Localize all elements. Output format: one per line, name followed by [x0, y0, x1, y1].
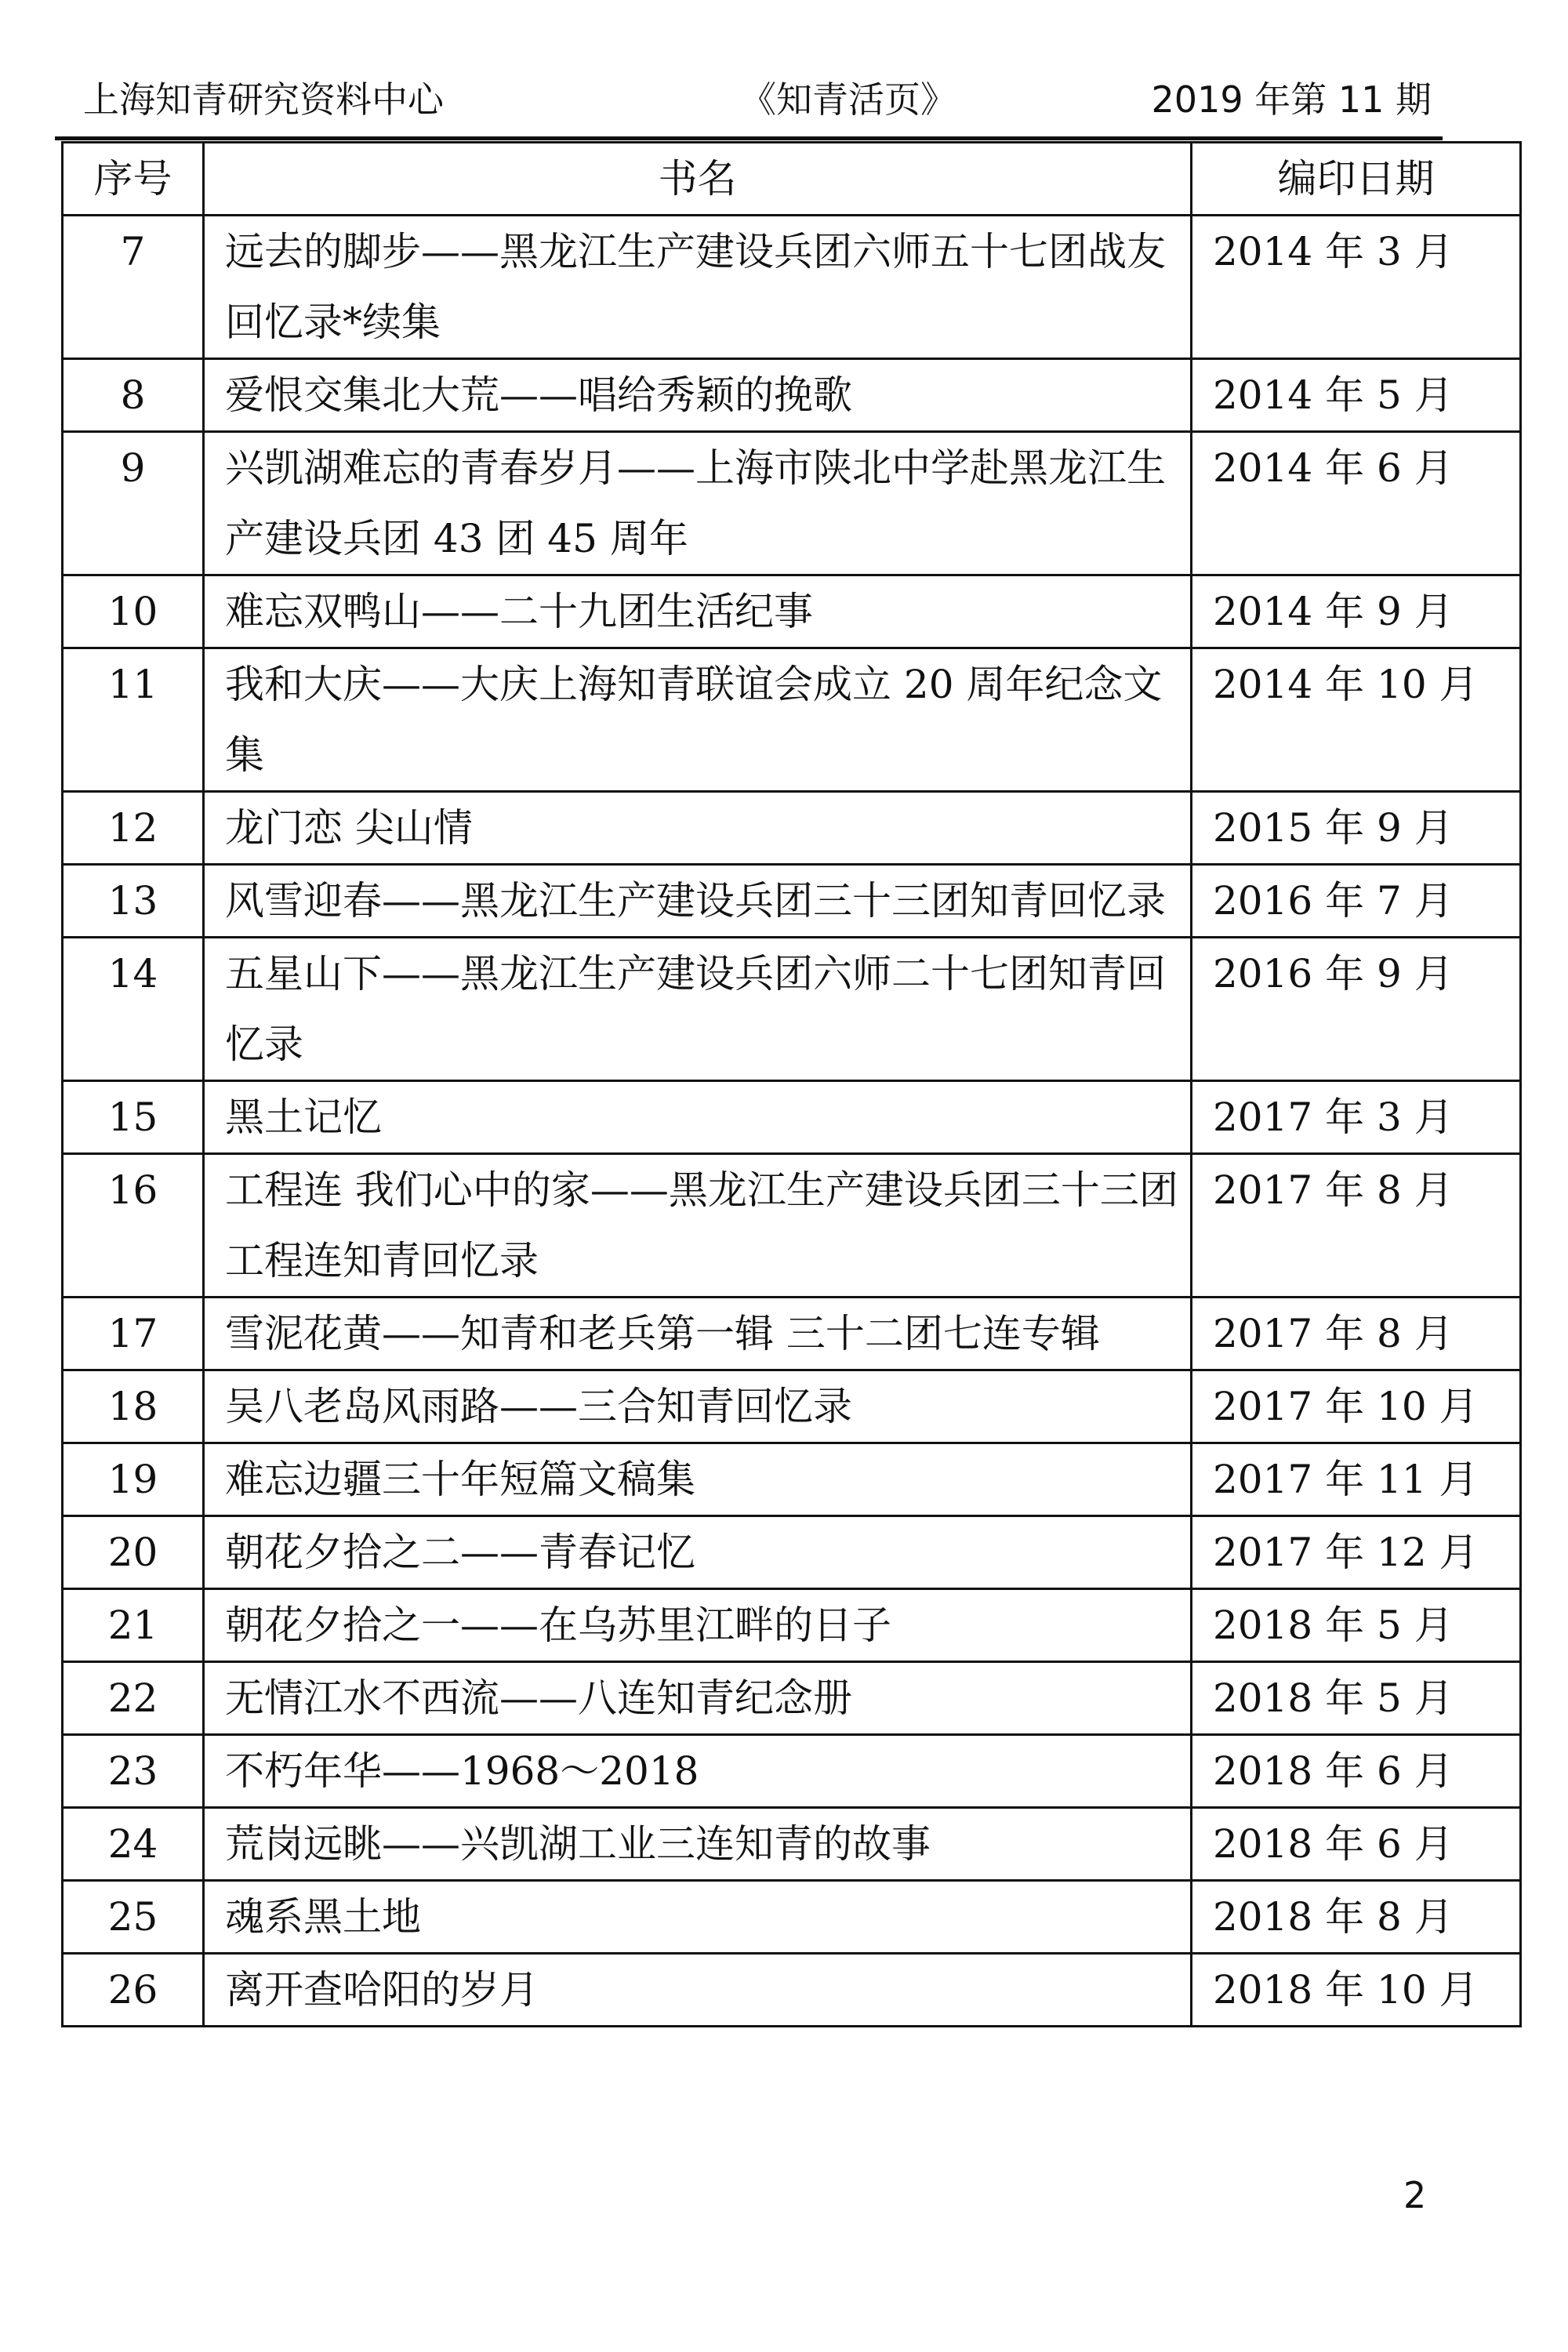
table-row — [63, 648, 1521, 792]
table-row — [63, 1081, 1521, 1154]
row-number: 8 — [63, 359, 204, 432]
table-row — [63, 1808, 1521, 1881]
table-row — [63, 216, 1521, 359]
print-date: 2015 年 9 月 — [1192, 792, 1521, 865]
organization-name: 上海知青研究资料中心 — [83, 78, 444, 121]
row-number: 9 — [63, 432, 204, 575]
book-title: 吴八老岛风雨路——三合知青回忆录 — [204, 1370, 1192, 1443]
book-title: 离开查哈阳的岁月 — [204, 1954, 1192, 2027]
print-date: 2014 年 6 月 — [1192, 432, 1521, 575]
table-row — [63, 1298, 1521, 1370]
table-row — [63, 938, 1521, 1081]
table-row — [63, 575, 1521, 648]
book-title: 黑土记忆 — [204, 1081, 1192, 1154]
print-date: 2016 年 7 月 — [1192, 865, 1521, 938]
book-title: 朝花夕拾之二——青春记忆 — [204, 1516, 1192, 1589]
book-title: 五星山下——黑龙江生产建设兵团六师二十七团知青回忆录 — [204, 938, 1192, 1081]
table-header-row — [63, 143, 1521, 216]
header-divider — [55, 136, 1443, 140]
book-title: 远去的脚步——黑龙江生产建设兵团六师五十七团战友回忆录*续集 — [204, 216, 1192, 359]
table-row — [63, 865, 1521, 938]
book-title: 龙门恋 尖山情 — [204, 792, 1192, 865]
print-date: 2017 年 12 月 — [1192, 1516, 1521, 1589]
table-row — [63, 1516, 1521, 1589]
print-date: 2017 年 11 月 — [1192, 1443, 1521, 1516]
column-header-title: 书名 — [204, 143, 1192, 216]
print-date: 2014 年 10 月 — [1192, 648, 1521, 792]
row-number: 24 — [63, 1808, 204, 1881]
row-number: 21 — [63, 1589, 204, 1662]
row-number: 26 — [63, 1954, 204, 2027]
row-number: 15 — [63, 1081, 204, 1154]
book-title: 风雪迎春——黑龙江生产建设兵团三十三团知青回忆录 — [204, 865, 1192, 938]
table-row — [63, 1881, 1521, 1954]
issue-label: 2019 年第 11 期 — [1151, 78, 1432, 121]
row-number: 16 — [63, 1154, 204, 1298]
book-title: 朝花夕拾之一——在乌苏里江畔的日子 — [204, 1589, 1192, 1662]
table-row — [63, 1370, 1521, 1443]
page-header — [83, 72, 1432, 127]
book-title: 雪泥花黄——知青和老兵第一辑 三十二团七连专辑 — [204, 1298, 1192, 1370]
row-number: 7 — [63, 216, 204, 359]
print-date: 2017 年 10 月 — [1192, 1370, 1521, 1443]
table-row — [63, 1154, 1521, 1298]
print-date: 2018 年 6 月 — [1192, 1808, 1521, 1881]
row-number: 17 — [63, 1298, 204, 1370]
book-catalog-table — [61, 141, 1522, 2027]
row-number: 14 — [63, 938, 204, 1081]
row-number: 18 — [63, 1370, 204, 1443]
column-header-number: 序号 — [63, 143, 204, 216]
book-title: 兴凯湖难忘的青春岁月——上海市陕北中学赴黑龙江生产建设兵团 43 团 45 周年 — [204, 432, 1192, 575]
table-row — [63, 432, 1521, 575]
table-row — [63, 1954, 1521, 2027]
print-date: 2018 年 5 月 — [1192, 1589, 1521, 1662]
print-date: 2014 年 5 月 — [1192, 359, 1521, 432]
column-header-date: 编印日期 — [1192, 143, 1521, 216]
print-date: 2018 年 6 月 — [1192, 1735, 1521, 1808]
page-number: 2 — [1403, 2174, 1427, 2216]
row-number: 22 — [63, 1662, 204, 1735]
row-number: 20 — [63, 1516, 204, 1589]
book-title: 爱恨交集北大荒——唱给秀颖的挽歌 — [204, 359, 1192, 432]
row-number: 12 — [63, 792, 204, 865]
book-title: 我和大庆——大庆上海知青联谊会成立 20 周年纪念文集 — [204, 648, 1192, 792]
print-date: 2017 年 8 月 — [1192, 1154, 1521, 1298]
row-number: 25 — [63, 1881, 204, 1954]
row-number: 23 — [63, 1735, 204, 1808]
row-number: 10 — [63, 575, 204, 648]
print-date: 2018 年 8 月 — [1192, 1881, 1521, 1954]
print-date: 2018 年 5 月 — [1192, 1662, 1521, 1735]
table-row — [63, 1735, 1521, 1808]
table-row — [63, 1589, 1521, 1662]
book-title: 荒岗远眺——兴凯湖工业三连知青的故事 — [204, 1808, 1192, 1881]
print-date: 2018 年 10 月 — [1192, 1954, 1521, 2027]
table-row — [63, 1443, 1521, 1516]
table-row — [63, 359, 1521, 432]
book-title: 无情江水不西流——八连知青纪念册 — [204, 1662, 1192, 1735]
print-date: 2017 年 3 月 — [1192, 1081, 1521, 1154]
book-title: 魂系黑土地 — [204, 1881, 1192, 1954]
table-row — [63, 792, 1521, 865]
print-date: 2016 年 9 月 — [1192, 938, 1521, 1081]
book-title: 难忘边疆三十年短篇文稿集 — [204, 1443, 1192, 1516]
book-title: 难忘双鸭山——二十九团生活纪事 — [204, 575, 1192, 648]
print-date: 2017 年 8 月 — [1192, 1298, 1521, 1370]
book-title: 不朽年华——1968～2018 — [204, 1735, 1192, 1808]
publication-title: 《知青活页》 — [740, 78, 956, 121]
table-row — [63, 1662, 1521, 1735]
row-number: 13 — [63, 865, 204, 938]
book-title: 工程连 我们心中的家——黑龙江生产建设兵团三十三团工程连知青回忆录 — [204, 1154, 1192, 1298]
row-number: 11 — [63, 648, 204, 792]
print-date: 2014 年 9 月 — [1192, 575, 1521, 648]
print-date: 2014 年 3 月 — [1192, 216, 1521, 359]
row-number: 19 — [63, 1443, 204, 1516]
